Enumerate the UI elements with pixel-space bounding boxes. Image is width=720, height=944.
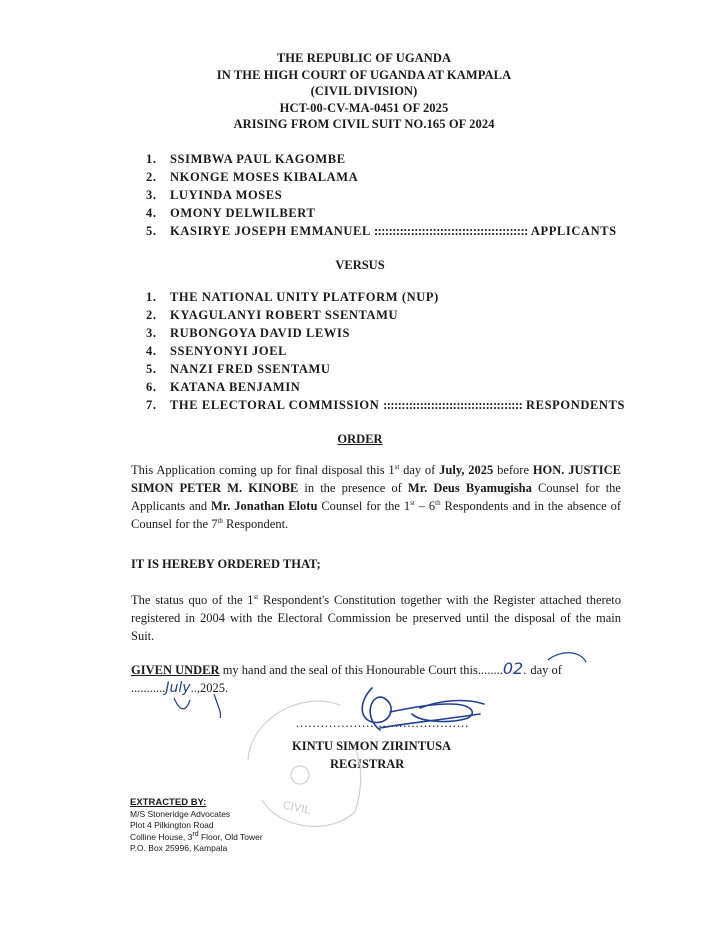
extracted-by-title: EXTRACTED BY: — [130, 797, 207, 808]
list-item: 4. SSENYONYI JOEL — [146, 344, 288, 358]
list-item: 5. NANZI FRED SSENTAMU — [146, 362, 331, 376]
respondent-name: SSENYONYI JOEL — [170, 344, 288, 358]
seal-text: CIVIL — [281, 798, 312, 817]
registrar-name: KINTU SIMON ZIRINTUSA — [292, 739, 452, 753]
applicant-name: LUYINDA MOSES — [170, 188, 283, 202]
respondent-name: RUBONGOYA DAVID LEWIS — [170, 326, 351, 340]
order-title: ORDER — [337, 432, 383, 446]
judge-name: HON. JUSTICE SIMON PETER M. KINOBE — [131, 463, 621, 495]
handwritten-month-stroke — [174, 694, 221, 718]
handwritten-signature — [362, 688, 484, 730]
list-item: 7. THE ELECTORAL COMMISSION :::::::::::::::::::::::::::::::::::::: RESPONDENTS — [146, 398, 625, 412]
firm-name: M/S Stoneridge Advocates — [130, 808, 231, 819]
respondents-counsel: Mr. Jonathan Elotu — [211, 499, 318, 513]
list-item: 6. KATANA BENJAMIN — [146, 380, 301, 394]
list-item: 5. KASIRYE JOSEPH EMMANUEL :::::::::::::::::::::::::::::::::::::::::: APPLICANTS — [146, 224, 617, 238]
applicant-name: KASIRYE JOSEPH EMMANUEL — [170, 224, 371, 238]
applicant-name: NKONGE MOSES KIBALAMA — [170, 170, 359, 184]
firm-plot: Plot 4 Pilkington Road — [130, 820, 214, 830]
respondent-name: NANZI FRED SSENTAMU — [170, 362, 331, 376]
applicant-name: OMONY DELWILBERT — [170, 206, 316, 220]
handwritten-day-loop — [548, 653, 586, 662]
versus-label: VERSUS — [335, 258, 385, 272]
firm-building: Colline House, 3rd Floor, Old Tower — [130, 830, 263, 842]
list-item: 3. RUBONGOYA DAVID LEWIS — [146, 326, 351, 340]
heading-arising-from: ARISING FROM CIVIL SUIT NO.165 OF 2024 — [233, 117, 495, 131]
list-item: 2. NKONGE MOSES KIBALAMA — [146, 170, 359, 184]
handwritten-day: 02 — [502, 659, 524, 678]
signature-line: .......................................... — [296, 716, 470, 730]
handwritten-month: July — [165, 680, 191, 696]
firm-po-box: P.O. Box 25996, Kampala — [130, 843, 228, 853]
heading-case-number: HCT-00-CV-MA-0451 OF 2025 — [279, 100, 449, 115]
applicants-role-label: APPLICANTS — [530, 224, 617, 238]
registrar-title: REGISTRAR — [330, 757, 405, 771]
respondent-name: KATANA BENJAMIN — [170, 380, 301, 394]
respondent-name: THE NATIONAL UNITY PLATFORM (NUP) — [170, 290, 439, 304]
hearing-date: July, 2025 — [439, 463, 494, 477]
list-item: 3. LUYINDA MOSES — [146, 188, 283, 202]
respondent-name: THE ELECTORAL COMMISSION — [170, 398, 380, 412]
dot-leader: :::::::::::::::::::::::::::::::::::::::::: — [373, 224, 528, 238]
list-item: 2. KYAGULANYI ROBERT SSENTAMU — [146, 308, 399, 322]
respondents-role-label: RESPONDENTS — [526, 398, 625, 412]
list-item: 1. SSIMBWA PAUL KAGOMBE — [146, 152, 346, 166]
heading-republic: THE REPUBLIC OF UGANDA — [276, 51, 452, 65]
list-item: 4. OMONY DELWILBERT — [146, 206, 316, 220]
list-item: 1. THE NATIONAL UNITY PLATFORM (NUP) — [146, 290, 439, 304]
respondent-name: KYAGULANYI ROBERT SSENTAMU — [170, 308, 399, 322]
dot-leader: :::::::::::::::::::::::::::::::::::::: — [383, 398, 523, 412]
order-body-paragraph: The status quo of the 1st Respondent's Constitution together with the Register attached thereto registered in 2004 with the Electoral Commission be preserved until the disposal of the main Suit. — [131, 592, 621, 643]
heading-division: (CIVIL DIVISION) — [310, 84, 418, 98]
ordered-heading: IT IS HEREBY ORDERED THAT; — [131, 557, 321, 571]
heading-court: IN THE HIGH COURT OF UGANDA AT KAMPALA — [216, 67, 512, 82]
given-under-paragraph: GIVEN UNDER my hand and the seal of this Honourable Court this........02. day of ...........July..,2025. — [131, 659, 562, 696]
applicants-counsel: Mr. Deus Byamugisha — [407, 481, 532, 495]
order-preamble-paragraph: This Application coming up for final disposal this 1st day of July, 2025 before HON. JUSTICE SIMON PETER M. KINOBE in the presence of Mr. Deus Byamugisha Counsel for the Applicants and Mr. Jonathan Elotu Counsel for the 1st – 6th Respondents and in the absence of Counsel for the 7th Respondent. — [131, 462, 621, 531]
extracted-by-block — [130, 797, 263, 855]
applicant-name: SSIMBWA PAUL KAGOMBE — [170, 152, 346, 166]
